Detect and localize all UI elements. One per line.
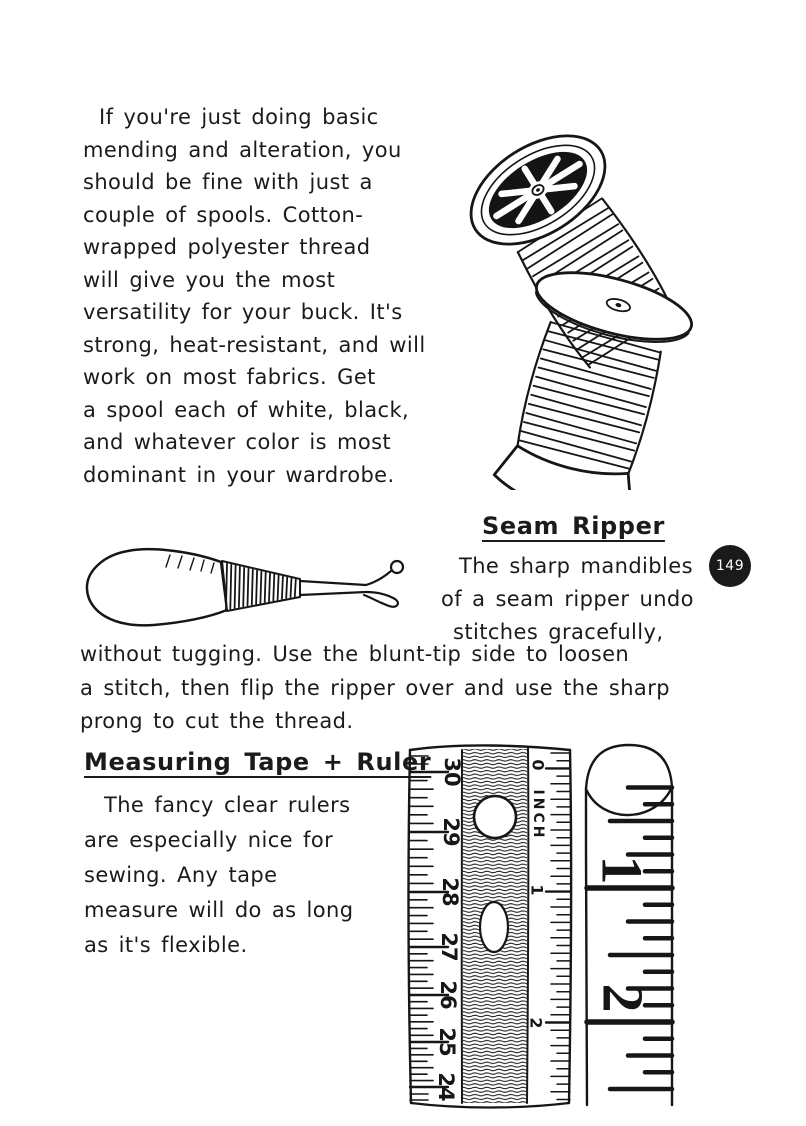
inch-strip-one: 1 [527,884,547,896]
seam-ripper-illustration [70,527,415,639]
page-number-badge [709,545,751,587]
tape-number: 26 [436,980,460,1010]
text-line: without tugging. Use the blunt-tip side to loosen [80,642,630,666]
text-line: measure will do as long [84,898,354,922]
tape-number: 30 [440,757,464,787]
ruler-numeral: 1 [589,855,655,885]
text-line: prong to cut the thread. [80,709,354,733]
text-line: wrapped polyester thread [83,235,371,259]
ruler-numeral: 2 [590,983,656,1013]
page-number: 149 [715,558,745,574]
measuring-tape-paragraph [84,788,353,963]
text-line: If you're just doing basic [99,105,379,129]
text-line: will give you the most [83,267,336,292]
inch-strip-zero: 0 [528,759,548,771]
text-line: work on most fabrics. Get [83,365,376,389]
seam-ripper-paragraph-full [80,638,670,739]
inch-strip-label: INCH [530,789,546,841]
text-line: strong, heat-resistant, and will [83,332,426,357]
text-line: dominant in your wardrobe. [83,462,395,487]
text-line: and whatever color is most [83,430,392,454]
text-line: mending and alteration, you [83,137,402,162]
text-line: as it's flexible. [84,933,248,957]
seam-ripper-paragraph-column [441,550,694,649]
tape-number: 27 [437,932,461,962]
text-line: a stitch, then flip the ripper over and use the sharp [80,675,670,700]
tape-number: 28 [438,877,462,907]
tape-number: 29 [439,817,463,847]
thread-spools-illustration [438,108,726,490]
text-line: stitches gracefully, [453,620,664,644]
text-line: sewing. Any tape [84,863,278,887]
text-line: The sharp mandibles [459,554,693,578]
text-line: couple of spools. Cotton- [83,202,364,227]
measuring-tape-ruler-illustration [400,737,700,1112]
text-line: are especially nice for [84,828,334,852]
seam-ripper-heading: Seam Ripper [482,512,665,540]
intro-paragraph [83,101,426,491]
text-line: a spool each of white, black, [83,397,410,422]
text-line: of a seam ripper undo [441,587,694,611]
tape-number: 24 [434,1072,458,1102]
text-line: versatility for your buck. It's [83,300,403,324]
inch-strip-two: 2 [526,1017,546,1029]
measuring-tape-heading: Measuring Tape + Ruler [84,748,432,776]
text-line: should be fine with just a [83,170,373,194]
text-line: The fancy clear rulers [104,793,351,817]
tape-number: 25 [435,1027,459,1057]
